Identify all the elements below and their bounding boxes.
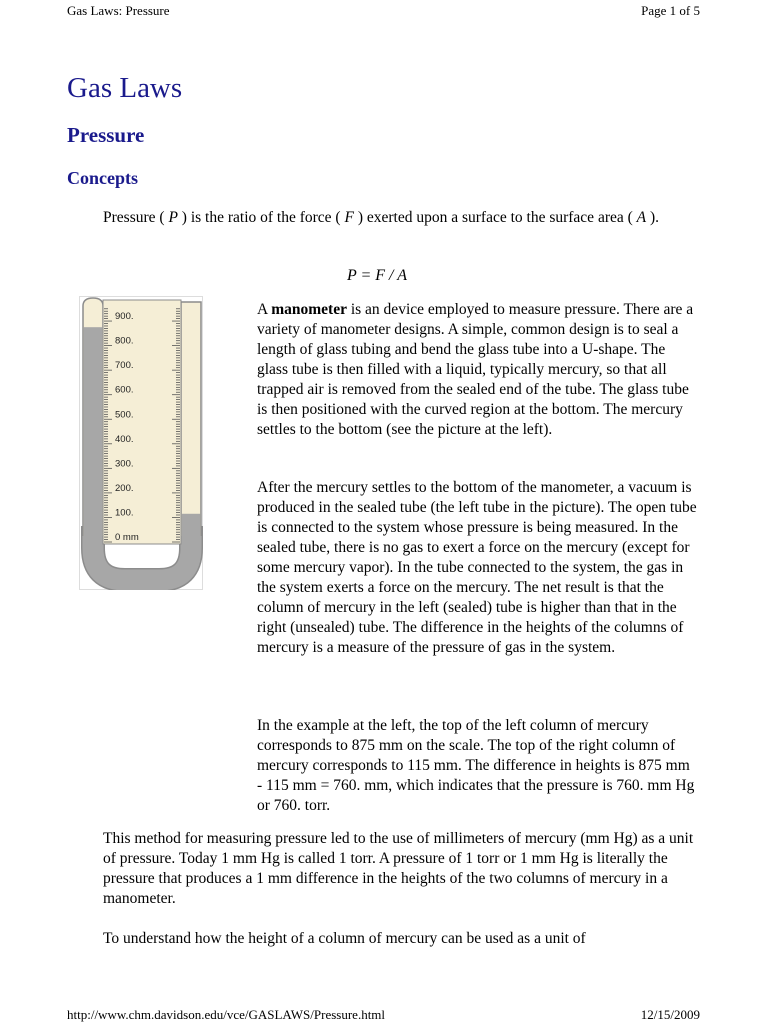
pressure-equation: P = F / A — [347, 267, 407, 284]
subsection-heading: Concepts — [67, 168, 138, 188]
example-paragraph: In the example at the left, the top of the left column of mercury corresponds to 875 mm on the scale. The top of the right column of mercury corresponds to 115 mm. The difference in heights is 875 mm - 115 mm = 760. mm, which indicates that the pressure is 760. mm Hg or 760. torr. — [257, 717, 695, 814]
intro-paragraph: Pressure ( P ) is the ratio of the force ( F ) exerted upon a surface to the surface area ( A ). — [103, 209, 660, 226]
vacuum-paragraph: After the mercury settles to the bottom of the manometer, a vacuum is produced in the sealed tube (the left tube in the picture). The open tube is connected to the system whose pressure is being measured. In the sealed tube, there is no gas to exert a force on the mercury (except for some mercury vapor). In the tube connected to the system, the gas in the system exerts a force on the mercury. The net result is that the column of mercury in the left (sealed) tube is higher than that in the right (unsealed) tube. The difference in the heights of the columns of mercury is a measure of the pressure of gas in the system. — [257, 479, 697, 656]
right-tube — [181, 302, 201, 536]
scale-label: 200. — [115, 482, 134, 494]
scale-label: 700. — [115, 360, 134, 372]
manometer-figure — [79, 296, 203, 590]
left-mercury-column — [84, 327, 102, 536]
manometer-diagram — [79, 296, 203, 590]
scale-label: 900. — [115, 311, 134, 323]
mm-hg-paragraph: This method for measuring pressure led to the use of millimeters of mercury (mm Hg) as a unit of pressure. Today 1 mm Hg is called 1 torr. A pressure of 1 torr or 1 mm Hg is literally the pressure that produces a 1 mm difference in the heights of the two columns of mercury in a manometer. — [103, 830, 694, 907]
manometer-paragraph: A manometer is an device employed to measure pressure. There are a variety of manometer designs. A simple, common design is to seal a length of glass tubing and bend the glass tube into a U-shape. The glass tube is then filled with a liquid, typically mercury, so that all trapped air is removed from the sealed end of the tube. The glass tube is then positioned with the curved region at the bottom. The mercury settles to the bottom (see the picture at the left). — [257, 301, 694, 438]
scale-label: 100. — [115, 507, 134, 519]
scale-label: 400. — [115, 433, 134, 445]
footer-url: http://www.chm.davidson.edu/vce/GASLAWS/Pressure.html — [67, 1007, 386, 1022]
page-header-title: Gas Laws: Pressure — [67, 3, 170, 18]
right-mercury-column — [182, 514, 200, 536]
scale-label: 300. — [115, 458, 134, 470]
height-unit-paragraph: To understand how the height of a column of mercury can be used as a unit of — [103, 930, 586, 947]
scale-label: 0 mm — [115, 532, 139, 543]
scale-label: 600. — [115, 384, 134, 396]
scale-label: 500. — [115, 409, 134, 421]
section-heading: Pressure — [67, 123, 145, 147]
scale-label: 800. — [115, 335, 134, 347]
page-title: Gas Laws — [67, 72, 183, 104]
footer-date: 12/15/2009 — [640, 1007, 700, 1022]
page-number: Page 1 of 5 — [641, 3, 700, 18]
